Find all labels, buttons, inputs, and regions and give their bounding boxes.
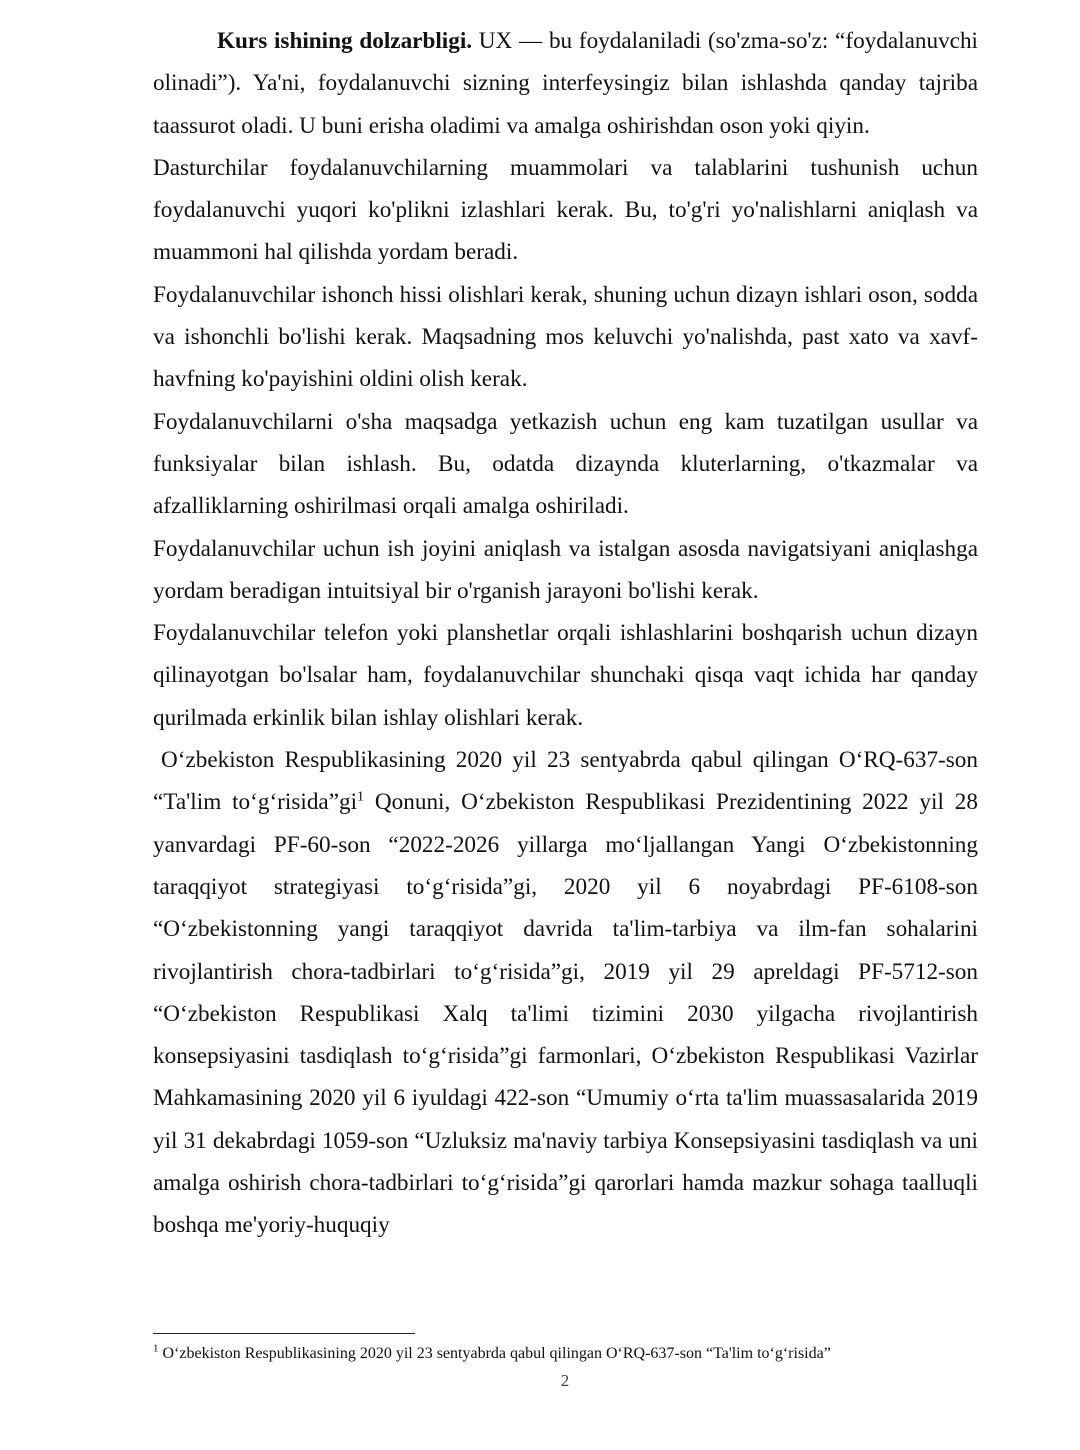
legal-paragraph — [153, 739, 978, 1247]
footnote-separator — [153, 1333, 415, 1334]
paragraph-4: Foydalanuvchilar uchun ish joyini aniqlash va istalgan asosda navigatsiyani aniqlashga yordam beradigan intuitsiyal bir o'rganish jarayoni bo'lishi kerak. — [153, 535, 978, 604]
intro-paragraph — [153, 20, 978, 147]
paragraph-2: Foydalanuvchilar ishonch hissi olishlari kerak, shuning uchun dizayn ishlari oson, sodda va ishonchli bo'lishi kerak. Maqsadning mos keluvchi yo'nalishda, past xato va xavf-havfning ko'payishini oldini olish kerak. — [153, 281, 978, 393]
page-number: 2 — [560, 1371, 570, 1390]
footnote-text: Oʻzbekiston Respublikasining 2020 yil 23 sentyabrda qabul qilingan OʻRQ-637-son “Ta'lim toʻgʻrisida” — [158, 1345, 831, 1362]
legal-text-start: Oʻzbekiston Respublikasining 2020 yil 23 sentyabrda qabul qilingan OʻRQ-637-son “Ta'lim toʻgʻrisida”gi — [153, 747, 978, 816]
legal-text-rest: Qonuni, Oʻzbekiston Respublikasi Prezidentining 2022 yil 28 yanvardagi PF-60-son “2022-2026 yillarga moʻljallangan Yangi Oʻzbekistonning taraqqiyot strategiyasi toʻgʻrisida”gi, 2020 yil 6 noyabrdagi PF-6108-son “Oʻzbekistonning yangi taraqqiyot davrida ta'lim-tarbiya va ilm-fan sohalarini rivojlantirish chora-tadbirlari toʻgʻrisida”gi, 2019 yil 29 apreldagi PF-5712-son “Oʻzbekiston Respublikasi Xalq ta'limi tizimini 2030 yilgacha rivojlantirish konsepsiyasini tasdiqlash toʻgʻrisida”gi farmonlari, Oʻzbekiston Respublikasi Vazirlar Mahkamasining 2020 yil 6 iyuldagi 422-son “Umumiy oʻrta ta'lim muassasalarida 2019 yil 31 dekabrdagi 1059-son “Uzluksiz ma'naviy tarbiya Konsepsiyasini tasdiqlash va uni amalga oshirish chora-tadbirlari toʻgʻrisida”gi qarorlari hamda mazkur sohaga taalluqli boshqa me'yoriy-huquqiy — [153, 789, 978, 1239]
paragraph-3: Foydalanuvchilarni o'sha maqsadga yetkazish uchun eng kam tuzatilgan usullar va funksiyalar bilan ishlash. Bu, odatda dizaynda kluterlarning, o'tkazmalar va afzalliklarning oshirilmasi orqali amalga oshiriladi. — [153, 408, 978, 520]
section-heading-inline: Kurs ishining dolzarbligi. — [217, 28, 473, 54]
footnote — [153, 1343, 983, 1365]
body-text — [153, 20, 978, 1247]
footnote-mark: 1 — [153, 1342, 159, 1355]
paragraph-1: Dasturchilar foydalanuvchilarning muammolari va talablarini tushunish uchun foydalanuvchi yuqori ko'plikni izlashlari kerak. Bu, to'g'ri yo'nalishlarni aniqlash va muammoni hal qilishda yordam beradi. — [153, 154, 978, 266]
paragraph-5: Foydalanuvchilar telefon yoki planshetlar orqali ishlashlarini boshqarish uchun dizayn qilinayotgan bo'lsalar ham, foydalanuvchilar shunchaki qisqa vaqt ichida har qanday qurilmada erkinlik bilan ishlay olishlari kerak. — [153, 620, 978, 731]
footnote-reference[interactable]: 1 — [357, 789, 365, 805]
intro-text: UX — bu foydalaniladi (so'zma-so'z: “foydalanuvchi olinadi”). Ya'ni, foydalanuvchi sizning interfeysingiz bilan ishlashda qanday tajriba taassurot oladi. U buni erisha oladimi va amalga oshirishdan oson yoki qiyin. — [153, 28, 978, 139]
